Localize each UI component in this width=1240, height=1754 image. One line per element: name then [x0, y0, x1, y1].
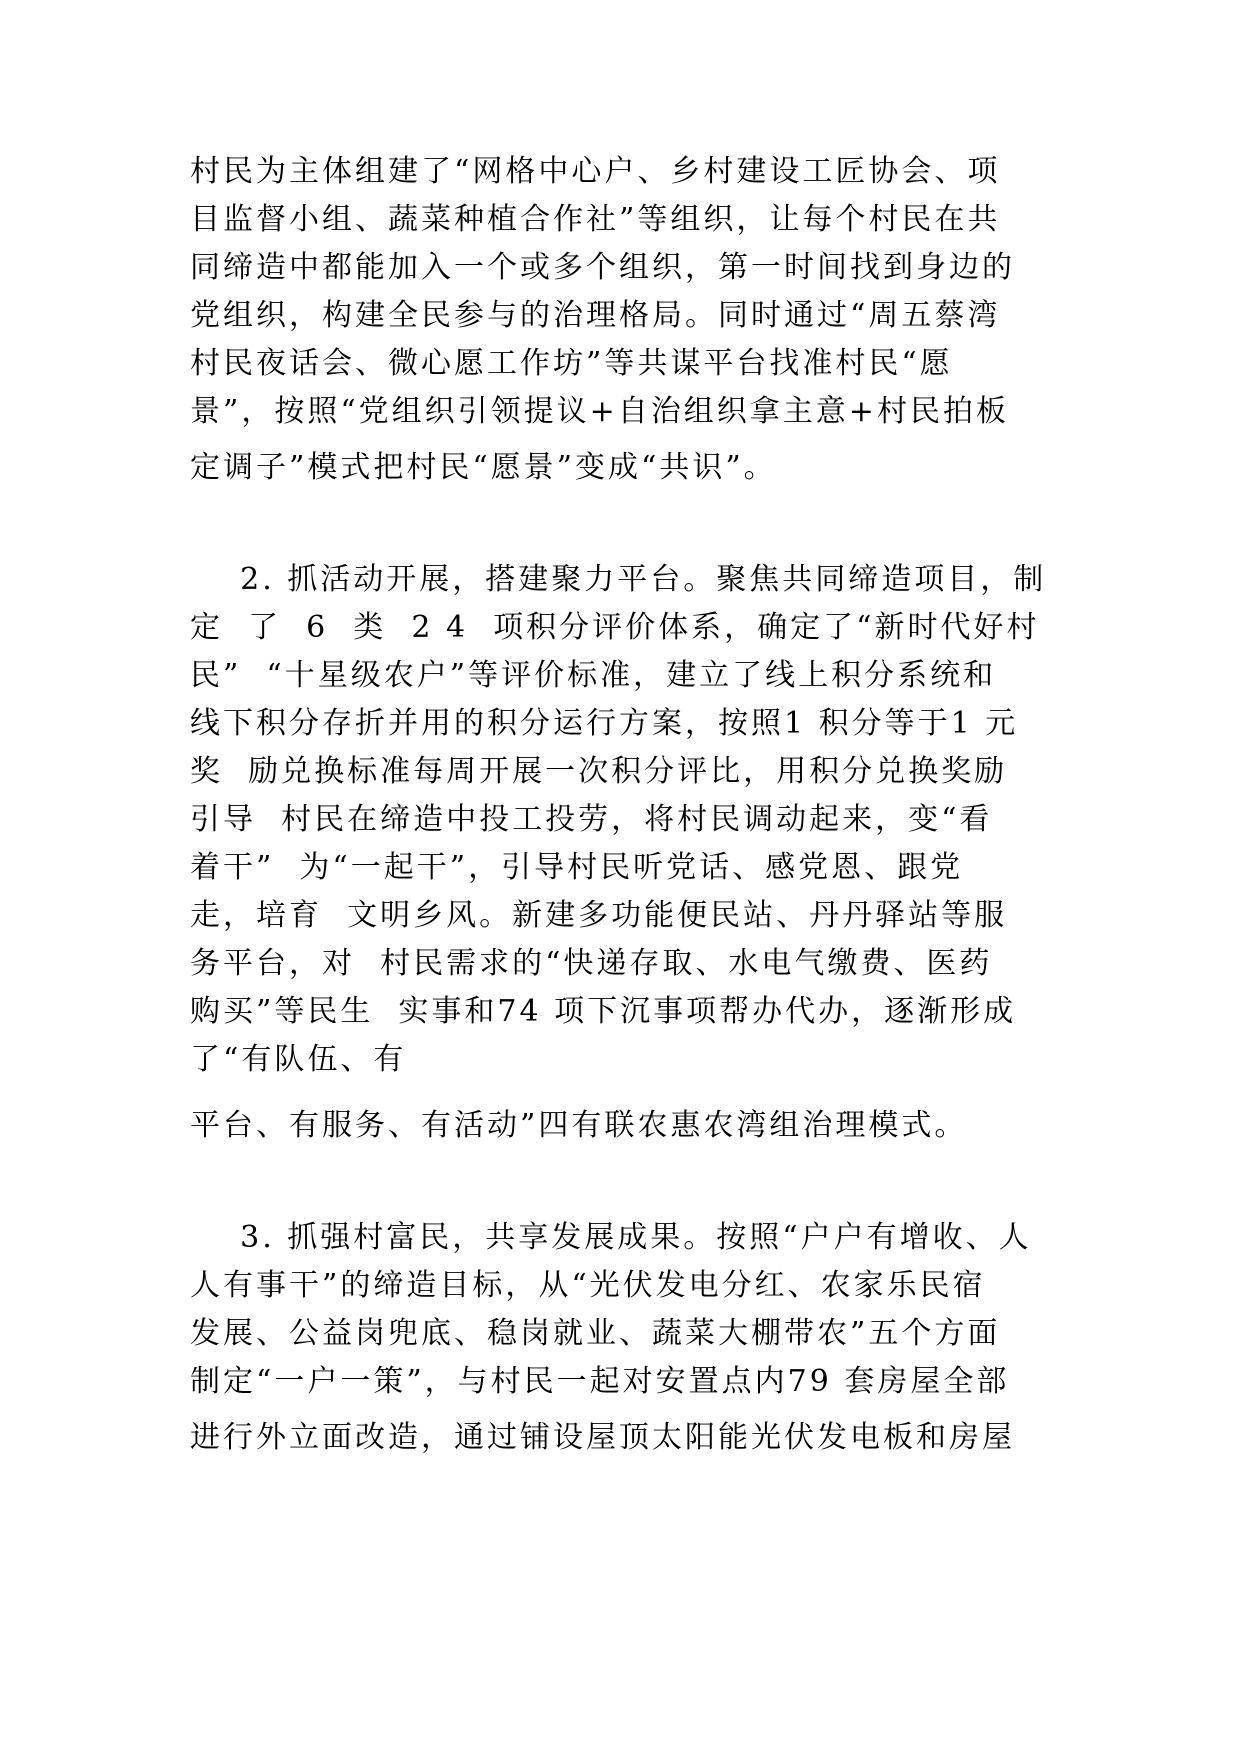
- text-line: 线下积分存折并用的积分运行方案，按照1 积分等于1 元: [190, 706, 1019, 741]
- text-line: 2. 抓活动开展，搭建聚力平台。聚焦共同缔造项目，制: [190, 562, 1047, 597]
- text-line: 定 了 6 类 2 4 项积分评价体系，确定了“新时代好村: [190, 610, 1040, 645]
- text-line: 购买”等民生 实事和74 项下沉事项帮办代办，逐渐形成: [190, 994, 1017, 1029]
- text-line: 进行外立面改造，通过铺设屋顶太阳能光伏发电板和房屋: [190, 1420, 1015, 1455]
- text-line: 景”，按照“党组织引领提议+自治组织拿主意+村民拍板: [190, 394, 1009, 429]
- text-line: 村民为主体组建了“网格中心户、乡村建设工匠协会、项: [190, 154, 1001, 189]
- text-line: 民” “十星级农户”等评价标准，建立了线上积分系统和: [190, 658, 997, 693]
- text-line: 党组织，构建全民参与的治理格局。同时通过“周五蔡湾: [190, 298, 1001, 333]
- text-line: 平台、有服务、有活动”四有联农惠农湾组治理模式。: [190, 1108, 968, 1143]
- text-line: 制定“一户一策”，与村民一起对安置点内79 套房屋全部: [190, 1364, 1010, 1399]
- text-line: 同缔造中都能加入一个或多个组织，第一时间找到身边的: [190, 250, 1015, 285]
- text-line: 目监督小组、蔬菜种植合作社”等组织，让每个村民在共: [190, 202, 1001, 237]
- text-line: 务平台，对 村民需求的“快递存取、水电气缴费、医药: [190, 946, 993, 981]
- text-line: 定调子”模式把村民“愿景”变成“共识”。: [190, 450, 777, 485]
- text-line: 走，培育 文明乡风。新建多功能便民站、丹丹驿站等服: [190, 898, 1008, 933]
- text-line: 奖 励兑换标准每周开展一次积分评比，用积分兑换奖励: [190, 754, 1008, 789]
- text-line: 了“有队伍、有: [190, 1042, 407, 1077]
- text-line: 人有事干”的缔造目标，从“光伏发电分红、农家乐民宿: [190, 1268, 986, 1303]
- text-line: 引导 村民在缔造中投工投劳，将村民调动起来，变“看: [190, 802, 993, 837]
- text-line: 着干” 为“一起干”，引导村民听党话、感党恩、跟党: [190, 850, 964, 885]
- text-line: 发展、公益岗兜底、稳岗就业、蔬菜大棚带农”五个方面: [190, 1316, 1001, 1351]
- text-line: 3. 抓强村富民，共享发展成果。按照“户户有增收、人: [190, 1220, 1032, 1255]
- text-line: 村民夜话会、微心愿工作坊”等共谋平台找准村民“愿: [190, 346, 953, 381]
